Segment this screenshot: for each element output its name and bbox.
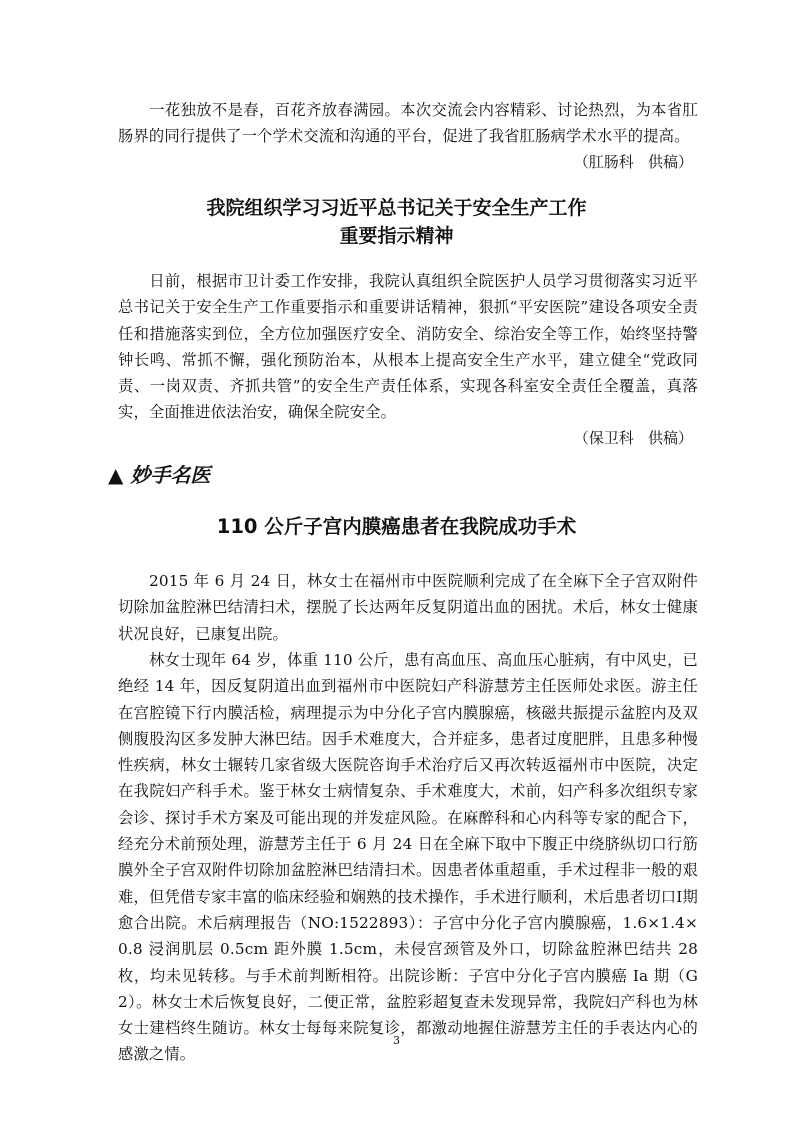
article2-paragraph-2: 林女士现年 64 岁，体重 110 公斤，患有高血压、高血压心脏病，有中风史，已绝经 14 年，因反复阴道出血到福州市中医院妇产科游慧芳主任医师处求医。游主任在宫腔镜下行内膜活检，病理提示为中分化子宫内膜腺癌，核磁共振提示盆腔内及双侧腹股沟区多发肿大淋巴结。因手术难度大，合并症多，患者过度肥胖，且患多种慢性疾病，林女士辗转几家省级大医院咨询手术治疗后又再次转返福州市中医院，决定在我院妇产科手术。鉴于林女士病情复杂、手术难度大，术前，妇产科多次组织专家会诊、探讨手术方案及可能出现的并发症风险。在麻醉科和心内科等专家的配合下，经充分术前预处理，游慧芳主任于 6 月 24 日在全麻下取中下腹正中绕脐纵切口行筋膜外全子宫双附件切除加盆腔淋巴结清扫术。因患者体重超重，手术过程非一般的艰难，但凭借专家丰富的临床经验和娴熟的技术操作，手术进行顺利，术后患者切口Ⅰ期愈合出院。术后病理报告（NO:1522893）：子宫中分化子宫内膜腺癌，1.6×1.4×0.8 浸润肌层 0.5cm 距外膜 1.5cm，未侵宫颈管及外口，切除盆腔淋巴结共 28 枚，均未见转移。与手术前判断相符。出院诊断：子宫中分化子宫内膜癌 Ia 期（G2）。林女士术后恢复良好，二便正常，盆腔彩超复查未发现异常，我院妇产科也为林女士建档终生随访。林女士每每来院复诊，都激动地握住游慧芳主任的手表达内心的感激之情。 — [118, 651, 698, 1064]
article1-title-line1: 我院组织学习习近平总书记关于安全生产工作 — [206, 197, 587, 219]
article2-title: 110 公斤子宫内膜癌患者在我院成功手术 — [216, 515, 577, 538]
article2-paragraph-1: 2015 年 6 月 24 日，林女士在福州市中医院顺利完成了在全麻下全子宫双附件切除加盆腔淋巴结清扫术，摆脱了长达两年反复阴道出血的困扰。术后，林女士健康状况良好，已康复出院。 — [118, 572, 698, 643]
intro-paragraph: 一花独放不是春，百花齐放春满园。本次交流会内容精彩、讨论热烈，为本省肛肠界的同行提供了一个学术交流和沟通的平台，促进了我省肛肠病学术水平的提高。 — [118, 101, 698, 146]
article1-paragraph: 日前，根据市卫计委工作安排，我院认真组织全院医护人员学习贯彻落实习近平总书记关于安全生产工作重要指示和重要讲话精神，狠抓“平安医院”建设各项安全责任和措施落实到位，全方位加强医疗安全、消防安全、综治安全等工作，始终坚持警钟长鸣、常抓不懈，强化预防治本，从根本上提高安全生产水平，建立健全“党政同责、一岗双责、齐抓共管”的安全生产责任体系，实现各科室安全责任全覆盖，真落实，全面推进依法治安，确保全院安全。 — [118, 272, 698, 422]
intro-credit: （肛肠科 供稿） — [573, 153, 693, 171]
section-label: 妙手名医 — [130, 463, 211, 487]
article1-title — [0, 194, 793, 250]
section-heading — [108, 460, 210, 490]
article1-credit: （保卫科 供稿） — [573, 429, 693, 447]
article1-title-line2: 重要指示精神 — [339, 225, 454, 247]
triangle-icon: ▲ — [108, 463, 124, 487]
page-number: 3 — [393, 1034, 400, 1047]
